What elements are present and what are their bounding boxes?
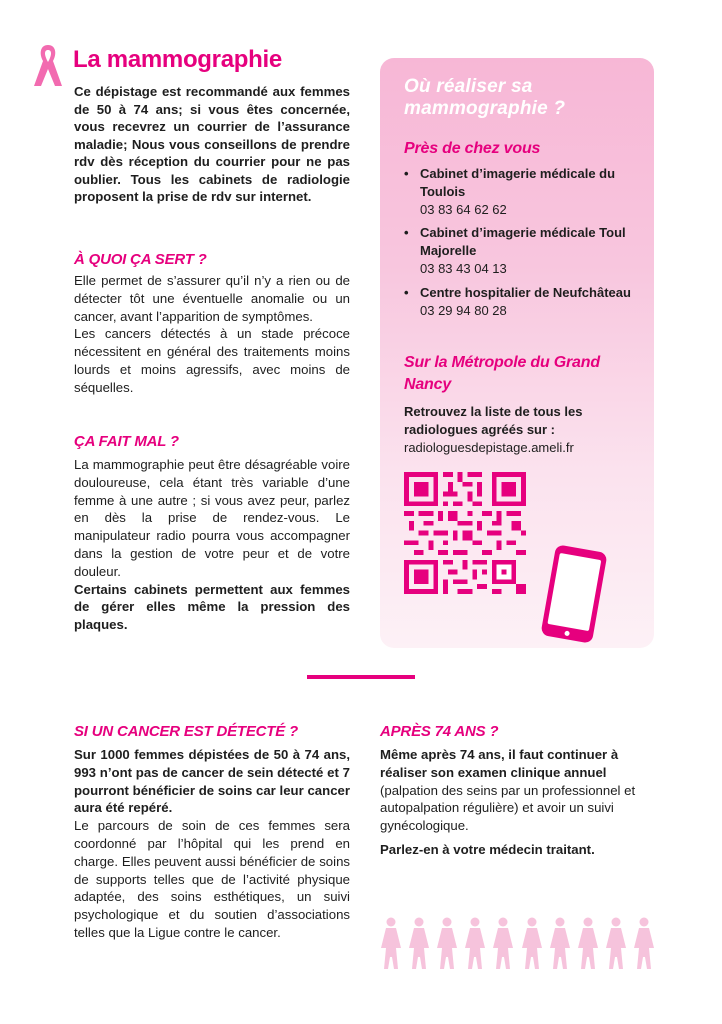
- woman-figure-icon: [577, 917, 599, 969]
- location-name: Centre hospitalier de Neufchâteau: [420, 285, 631, 300]
- bullet-icon: •: [404, 225, 409, 240]
- section-divider: [307, 675, 415, 679]
- near-heading: Près de chez vous: [404, 140, 541, 157]
- woman-figure-icon: [408, 917, 430, 969]
- location-name: Cabinet d’imagerie médicale du Toulois: [420, 166, 616, 199]
- detected-body: [74, 746, 350, 942]
- purpose-paragraph-2: Les cancers détectés à un stade précoce nécessitent en général des traitements moins lourds et moins agressifs, avec moins de séquelles.: [74, 326, 350, 395]
- woman-figure-icon: [380, 917, 402, 969]
- location-phone: 03 83 64 62 62: [420, 202, 507, 217]
- purpose-paragraph-1: Elle permet de s’assurer qu’il n’y a rien ou de détecter tôt une éventuelle anomalie ou un cancer, avant l’apparition de symptômes.: [74, 273, 350, 324]
- woman-figure-icon: [605, 917, 627, 969]
- bullet-icon: •: [404, 166, 409, 181]
- page-title: La mammographie: [73, 46, 282, 73]
- women-figures: [380, 917, 655, 972]
- bullet-icon: •: [404, 285, 409, 300]
- pink-ribbon-icon: [30, 42, 66, 90]
- ameli-link[interactable]: radiologuesdepistage.ameli.fr: [404, 440, 574, 455]
- qr-code[interactable]: [404, 472, 526, 594]
- woman-figure-icon: [492, 917, 514, 969]
- location-item: [404, 284, 634, 320]
- after74-bold-text: Même après 74 ans, il faut continuer à réaliser son examen clinique annuel: [380, 747, 619, 780]
- detected-heading: SI UN CANCER EST DÉTECTÉ ?: [74, 723, 298, 740]
- location-name: Cabinet d’imagerie médicale Toul Majorelle: [420, 225, 626, 258]
- after74-heading: APRÈS 74 ANS ?: [380, 723, 499, 740]
- after74-text: (palpation des seins par un professionnel et autopalpation régulière) et avoir un suivi gynécologique.: [380, 782, 636, 834]
- pain-text: La mammographie peut être désagréable voire douloureuse, cela étant très variable d’une femme à une autre ; si vous avez peur, parlez en dès la prise de rendez-vous. Le manipulateur radio pourra vous accompagner dans la gestion de votre peur et de votre douleur.: [74, 457, 350, 579]
- location-phone: 03 29 94 80 28: [420, 303, 507, 318]
- woman-figure-icon: [464, 917, 486, 969]
- woman-figure-icon: [521, 917, 543, 969]
- after74-body: [380, 746, 656, 859]
- location-item: [404, 165, 634, 219]
- detected-bold-text: Sur 1000 femmes dépistées de 50 à 74 ans, 993 n’ont pas de cancer de sein détecté et 7 pourront bénéficier de soins car leur cancer aura été repéré.: [74, 747, 350, 816]
- metro-text: Retrouvez la liste de tous les radiologues agréés sur :: [404, 404, 583, 437]
- after74-closing: Parlez-en à votre médecin traitant.: [380, 841, 595, 857]
- purpose-body: [74, 272, 350, 397]
- woman-figure-icon: [549, 917, 571, 969]
- after74-paragraph: [380, 746, 656, 835]
- intro-text: Ce dépistage est recommandé aux femmes de 50 à 74 ans; si vous êtes concernée, vous recevrez un courrier de l’assurance maladie; Nous vous conseillons de prendre rdv dès réception du courrier pour ne pas oublier. Tous les cabinets de radiologie proposent la prise de rdv sur internet.: [74, 84, 350, 204]
- pain-body: [74, 456, 350, 634]
- woman-figure-icon: [633, 917, 655, 969]
- panel-title: Où réaliser sa mammographie ?: [404, 76, 566, 119]
- smartphone-icon: [532, 542, 616, 646]
- location-item: [404, 224, 634, 278]
- location-phone: 03 83 43 04 13: [420, 261, 507, 276]
- pain-heading: ÇA FAIT MAL ?: [74, 433, 179, 450]
- purpose-heading: À QUOI ÇA SERT ?: [74, 251, 207, 268]
- woman-figure-icon: [436, 917, 458, 969]
- metro-heading: Sur la Métropole du Grand Nancy: [404, 354, 600, 393]
- pain-bold-text: Certains cabinets permettent aux femmes de gérer elles même la pression des plaques.: [74, 581, 350, 633]
- detected-text: Le parcours de soin de ces femmes sera coordonné par l’hôpital qui les prend en charge. Elles peuvent aussi bénéficier de soins de supports telles que de l’activité physique adaptée, des soins esthétiques, un suivi psychologique et du soutien d’associations telles que la Ligue contre le cancer.: [74, 818, 350, 940]
